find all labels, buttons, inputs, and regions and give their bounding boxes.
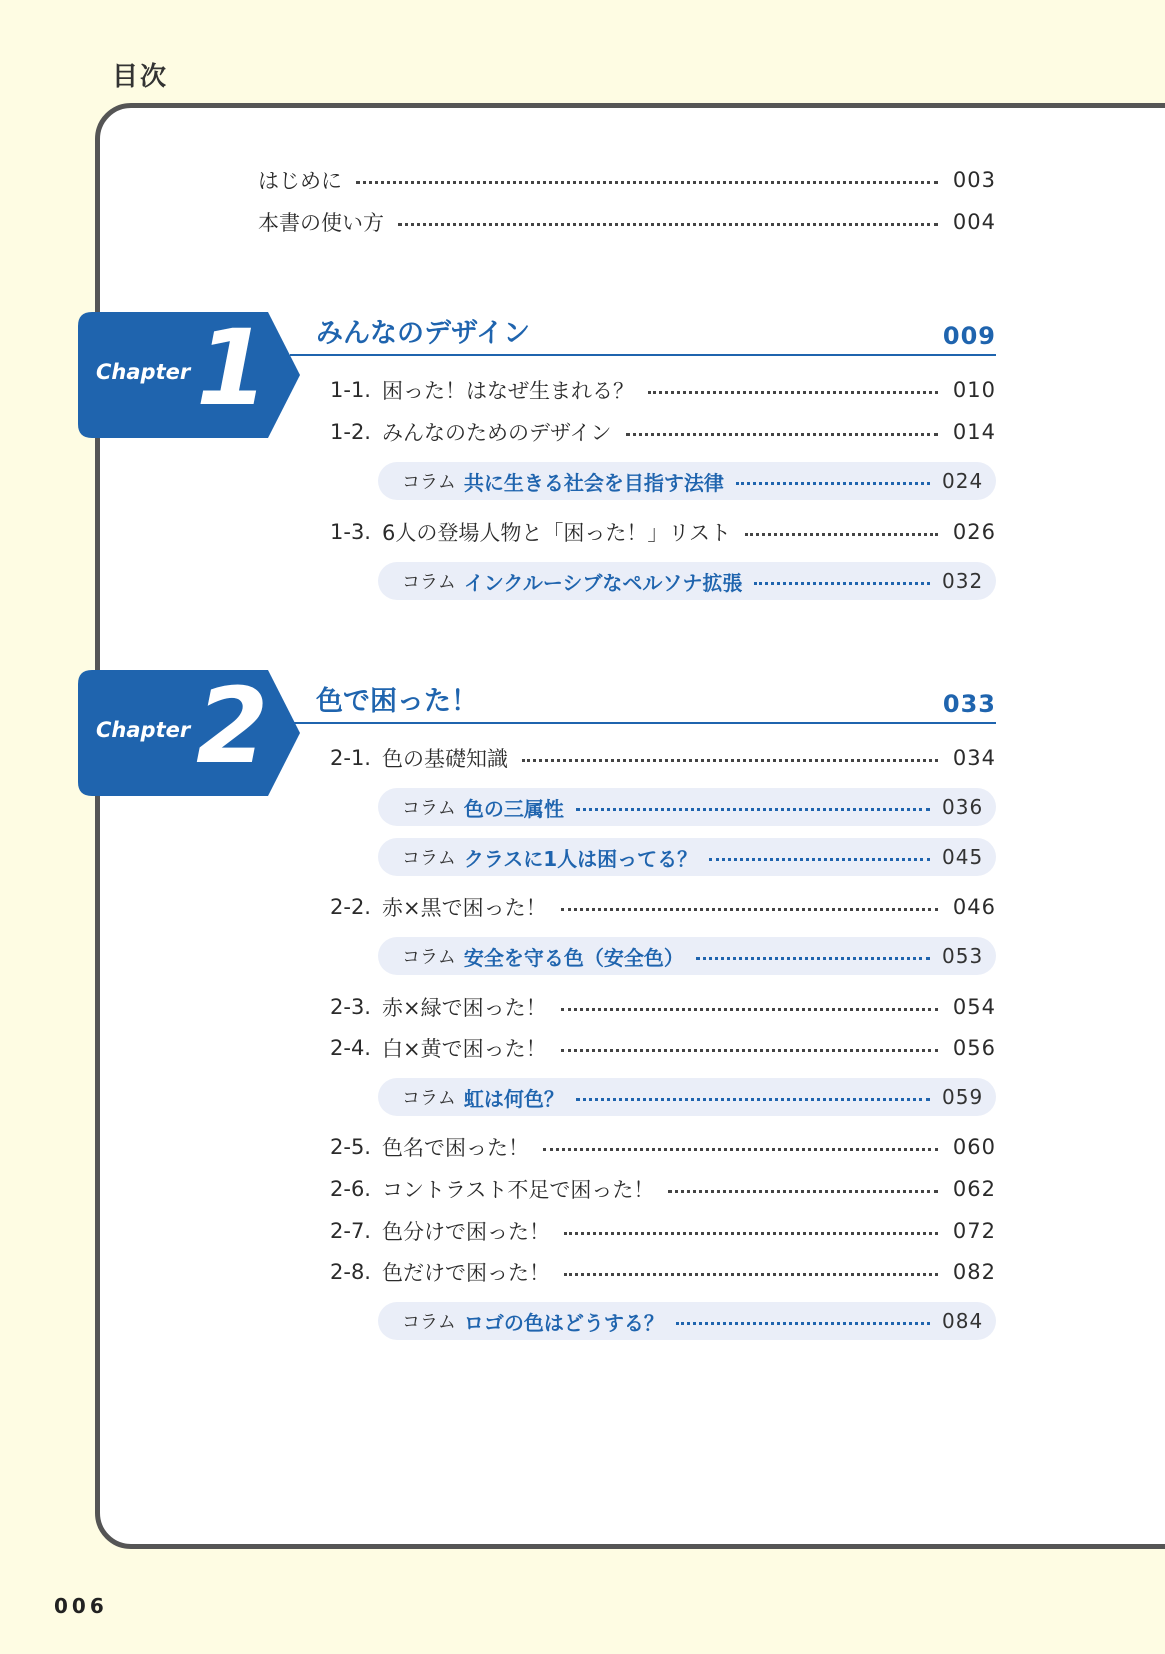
- toc-entry-2-5[interactable]: [330, 1131, 996, 1163]
- entry-number: 2-8.: [330, 1260, 371, 1284]
- entry-page: 060: [952, 1135, 996, 1159]
- chapter-2-heading[interactable]: [316, 678, 996, 718]
- entry-page: 082: [952, 1260, 996, 1284]
- toc-entry-2-1[interactable]: [330, 742, 996, 774]
- leader-dots: [676, 1322, 930, 1325]
- entry-page: 062: [952, 1177, 996, 1201]
- entry-page: 014: [952, 420, 996, 444]
- entry-label: みんなのためのデザイン: [382, 421, 612, 445]
- column-page: 053: [942, 944, 984, 968]
- entry-label: はじめに: [258, 169, 342, 193]
- entry-page: 004: [952, 210, 996, 234]
- entry-label: 困った！はなぜ生まれる？: [382, 379, 634, 403]
- column-page: 036: [942, 795, 984, 819]
- chapter-rule: [290, 722, 996, 724]
- column-page: 059: [942, 1085, 984, 1109]
- toc-entry-1-3[interactable]: [330, 516, 996, 548]
- entry-page: 056: [952, 1036, 996, 1060]
- column-entry[interactable]: [378, 1302, 996, 1340]
- toc-entry-1-2[interactable]: [330, 416, 996, 448]
- column-title: クラスに1人は困ってる？: [463, 846, 698, 871]
- toc-entry-how-to-use[interactable]: [258, 206, 996, 238]
- column-tag: コラム: [402, 572, 456, 593]
- chapter-1-badge: [78, 307, 300, 438]
- leader-dots: [561, 908, 938, 911]
- entry-label: 赤×黒で困った！: [382, 896, 547, 920]
- entry-label: 赤×緑で困った！: [382, 996, 547, 1020]
- entry-number: 2-4.: [330, 1036, 371, 1060]
- column-page: 084: [942, 1309, 984, 1333]
- chapter-rule: [290, 354, 996, 356]
- leader-dots: [648, 391, 938, 394]
- toc-entry-intro[interactable]: [258, 164, 996, 196]
- column-page: 032: [942, 569, 984, 593]
- chapter-1-heading[interactable]: [316, 310, 996, 350]
- entry-page: 054: [952, 995, 996, 1019]
- leader-dots: [522, 759, 938, 762]
- column-title: 共に生きる社会を目指す法律: [463, 470, 724, 495]
- column-title: ロゴの色はどうする？: [463, 1310, 664, 1335]
- column-tag: コラム: [402, 798, 456, 819]
- column-page: 045: [942, 845, 984, 869]
- toc-heading: 目次: [112, 62, 169, 92]
- toc-entry-2-4[interactable]: [330, 1032, 996, 1064]
- leader-dots: [564, 1273, 938, 1276]
- leader-dots: [564, 1232, 938, 1235]
- entry-page: 034: [952, 746, 996, 770]
- chapter-number: 1: [196, 307, 269, 429]
- column-title: インクルーシブなペルソナ拡張: [463, 570, 743, 595]
- column-tag: コラム: [402, 1312, 456, 1333]
- chapter-title: 色で困った！: [316, 686, 478, 717]
- entry-number: 1-3.: [330, 520, 371, 544]
- entry-label: 6人の登場人物と「困った！」リスト: [382, 521, 731, 545]
- leader-dots: [754, 582, 930, 585]
- leader-dots: [561, 1049, 938, 1052]
- entry-number: 2-6.: [330, 1177, 371, 1201]
- column-tag: コラム: [402, 848, 456, 869]
- column-tag: コラム: [402, 947, 456, 968]
- leader-dots: [736, 482, 930, 485]
- entry-number: 1-1.: [330, 378, 371, 402]
- entry-label: 白×黄で困った！: [382, 1037, 547, 1061]
- column-entry[interactable]: [378, 788, 996, 826]
- column-entry[interactable]: [378, 937, 996, 975]
- entry-label: 本書の使い方: [258, 211, 384, 235]
- entry-label: 色名で困った！: [382, 1136, 529, 1160]
- chapter-number: 2: [196, 665, 269, 787]
- leader-dots: [576, 808, 930, 811]
- leader-dots: [398, 223, 938, 226]
- chapter-word: Chapter: [96, 360, 191, 384]
- entry-label: 色の基礎知識: [382, 747, 508, 771]
- toc-entry-2-7[interactable]: [330, 1215, 996, 1247]
- leader-dots: [561, 1008, 938, 1011]
- entry-label: コントラスト不足で困った！: [382, 1178, 655, 1202]
- entry-page: 046: [952, 895, 996, 919]
- entry-page: 003: [952, 168, 996, 192]
- toc-entry-2-8[interactable]: [330, 1256, 996, 1288]
- chapter-page: 033: [942, 690, 996, 718]
- column-tag: コラム: [402, 1088, 456, 1109]
- entry-number: 2-2.: [330, 895, 371, 919]
- leader-dots: [576, 1098, 930, 1101]
- toc-entry-2-3[interactable]: [330, 991, 996, 1023]
- entry-page: 026: [952, 520, 996, 544]
- column-entry[interactable]: [378, 1078, 996, 1116]
- entry-number: 2-5.: [330, 1135, 371, 1159]
- column-entry[interactable]: [378, 562, 996, 600]
- column-title: 虹は何色？: [463, 1086, 564, 1111]
- entry-page: 072: [952, 1219, 996, 1243]
- leader-dots: [696, 957, 930, 960]
- leader-dots: [668, 1190, 938, 1193]
- entry-number: 1-2.: [330, 420, 371, 444]
- entry-label: 色分けで困った！: [382, 1220, 550, 1244]
- column-entry[interactable]: [378, 838, 996, 876]
- page-number: 006: [54, 1594, 108, 1618]
- toc-entry-2-2[interactable]: [330, 891, 996, 923]
- entry-number: 2-7.: [330, 1219, 371, 1243]
- column-title: 安全を守る色（安全色）: [463, 945, 684, 970]
- chapter-title: みんなのデザイン: [316, 318, 531, 349]
- leader-dots: [543, 1148, 938, 1151]
- entry-label: 色だけで困った！: [382, 1261, 550, 1285]
- leader-dots: [626, 433, 938, 436]
- chapter-2-badge: [78, 665, 300, 796]
- leader-dots: [745, 533, 938, 536]
- entry-number: 2-3.: [330, 995, 371, 1019]
- chapter-page: 009: [942, 322, 996, 350]
- column-tag: コラム: [402, 472, 456, 493]
- entry-number: 2-1.: [330, 746, 371, 770]
- column-entry[interactable]: [378, 462, 996, 500]
- toc-entry-2-6[interactable]: [330, 1173, 996, 1205]
- chapter-word: Chapter: [96, 718, 191, 742]
- leader-dots: [356, 181, 938, 184]
- toc-entry-1-1[interactable]: [330, 374, 996, 406]
- column-title: 色の三属性: [463, 796, 564, 821]
- column-page: 024: [942, 469, 984, 493]
- leader-dots: [709, 858, 930, 861]
- entry-page: 010: [952, 378, 996, 402]
